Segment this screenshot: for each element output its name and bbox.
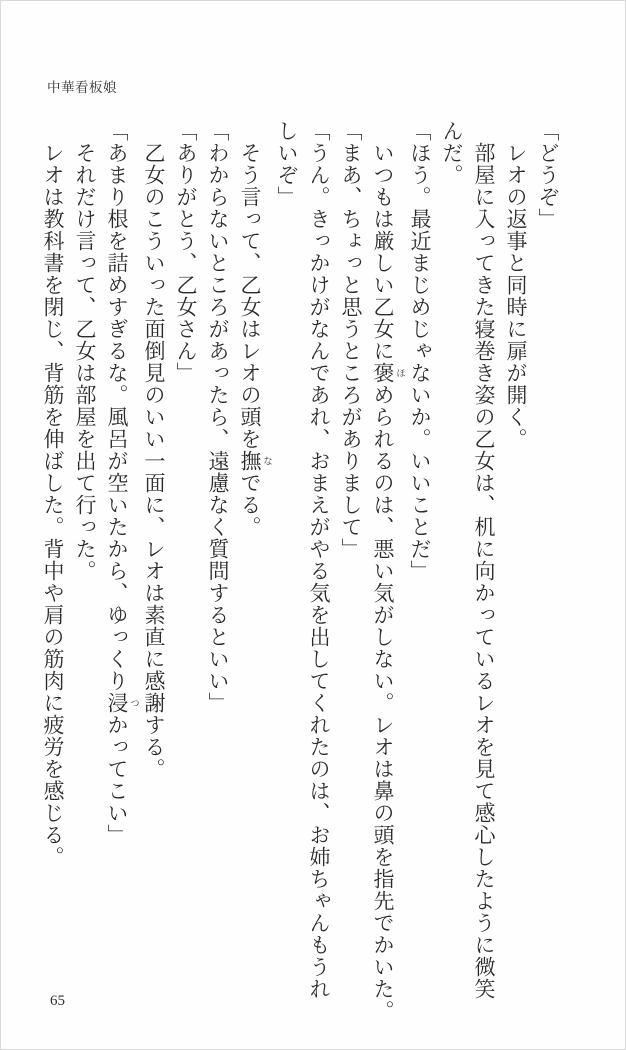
page-number: 65 — [50, 993, 65, 1009]
text-line: 「うん。きっかけがなんであれ、おまえがやる気を出してくれたのは、お姉ちゃんもうれ — [307, 120, 331, 1000]
text-line: いつもは厳しい乙女に褒 ほめられるのは、悪い気がしない。レオは鼻の頭を指先でかいた。 — [371, 120, 404, 1022]
text-line: 部屋に入ってきた寝巻き姿の乙女は、机に向かっているレオを見て感心したように微笑 — [472, 120, 496, 1000]
text-line: 「あまり根を詰めすぎるな。風呂が空いたから、ゆっくり浸 つかってこい」 — [105, 120, 138, 846]
text-line: んだ。 — [440, 120, 464, 186]
kanji-with-furigana: 褒 ほ — [371, 362, 404, 384]
text-line: しいぞ」 — [275, 120, 299, 208]
vertical-text-block — [37, 120, 564, 1022]
text-line: レオは教科書を閉じ、背筋を伸ばした。背中や肩の筋肉に疲労を感じる。 — [41, 120, 65, 868]
text-line: 「わからないところがあったら、遠慮なく質問するといい」 — [206, 120, 230, 714]
kanji-with-furigana: 浸 つ — [105, 692, 138, 714]
text-line: 「ほう。最近まじめじゃないか。いいことだ」 — [408, 120, 432, 582]
text-line: 「どうぞ」 — [536, 120, 560, 230]
text-line: 乙女のこういった面倒見のいい一面に、レオは素直に感謝する。 — [142, 120, 166, 780]
text-line: レオの返事と同時に扉が開く。 — [504, 120, 528, 450]
text-line: 「まあ、ちょっと思うところがありまして」 — [339, 120, 363, 560]
text-line: それだけ言って、乙女は部屋を出て行った。 — [73, 120, 97, 582]
running-header-title: 中華看板娘 — [47, 80, 117, 95]
kanji-with-furigana: 撫 な — [238, 450, 271, 472]
text-line: 「ありがとう、乙女さん」 — [174, 120, 198, 384]
text-line: そう言って、乙女はレオの頭を撫 なでる。 — [238, 120, 271, 538]
